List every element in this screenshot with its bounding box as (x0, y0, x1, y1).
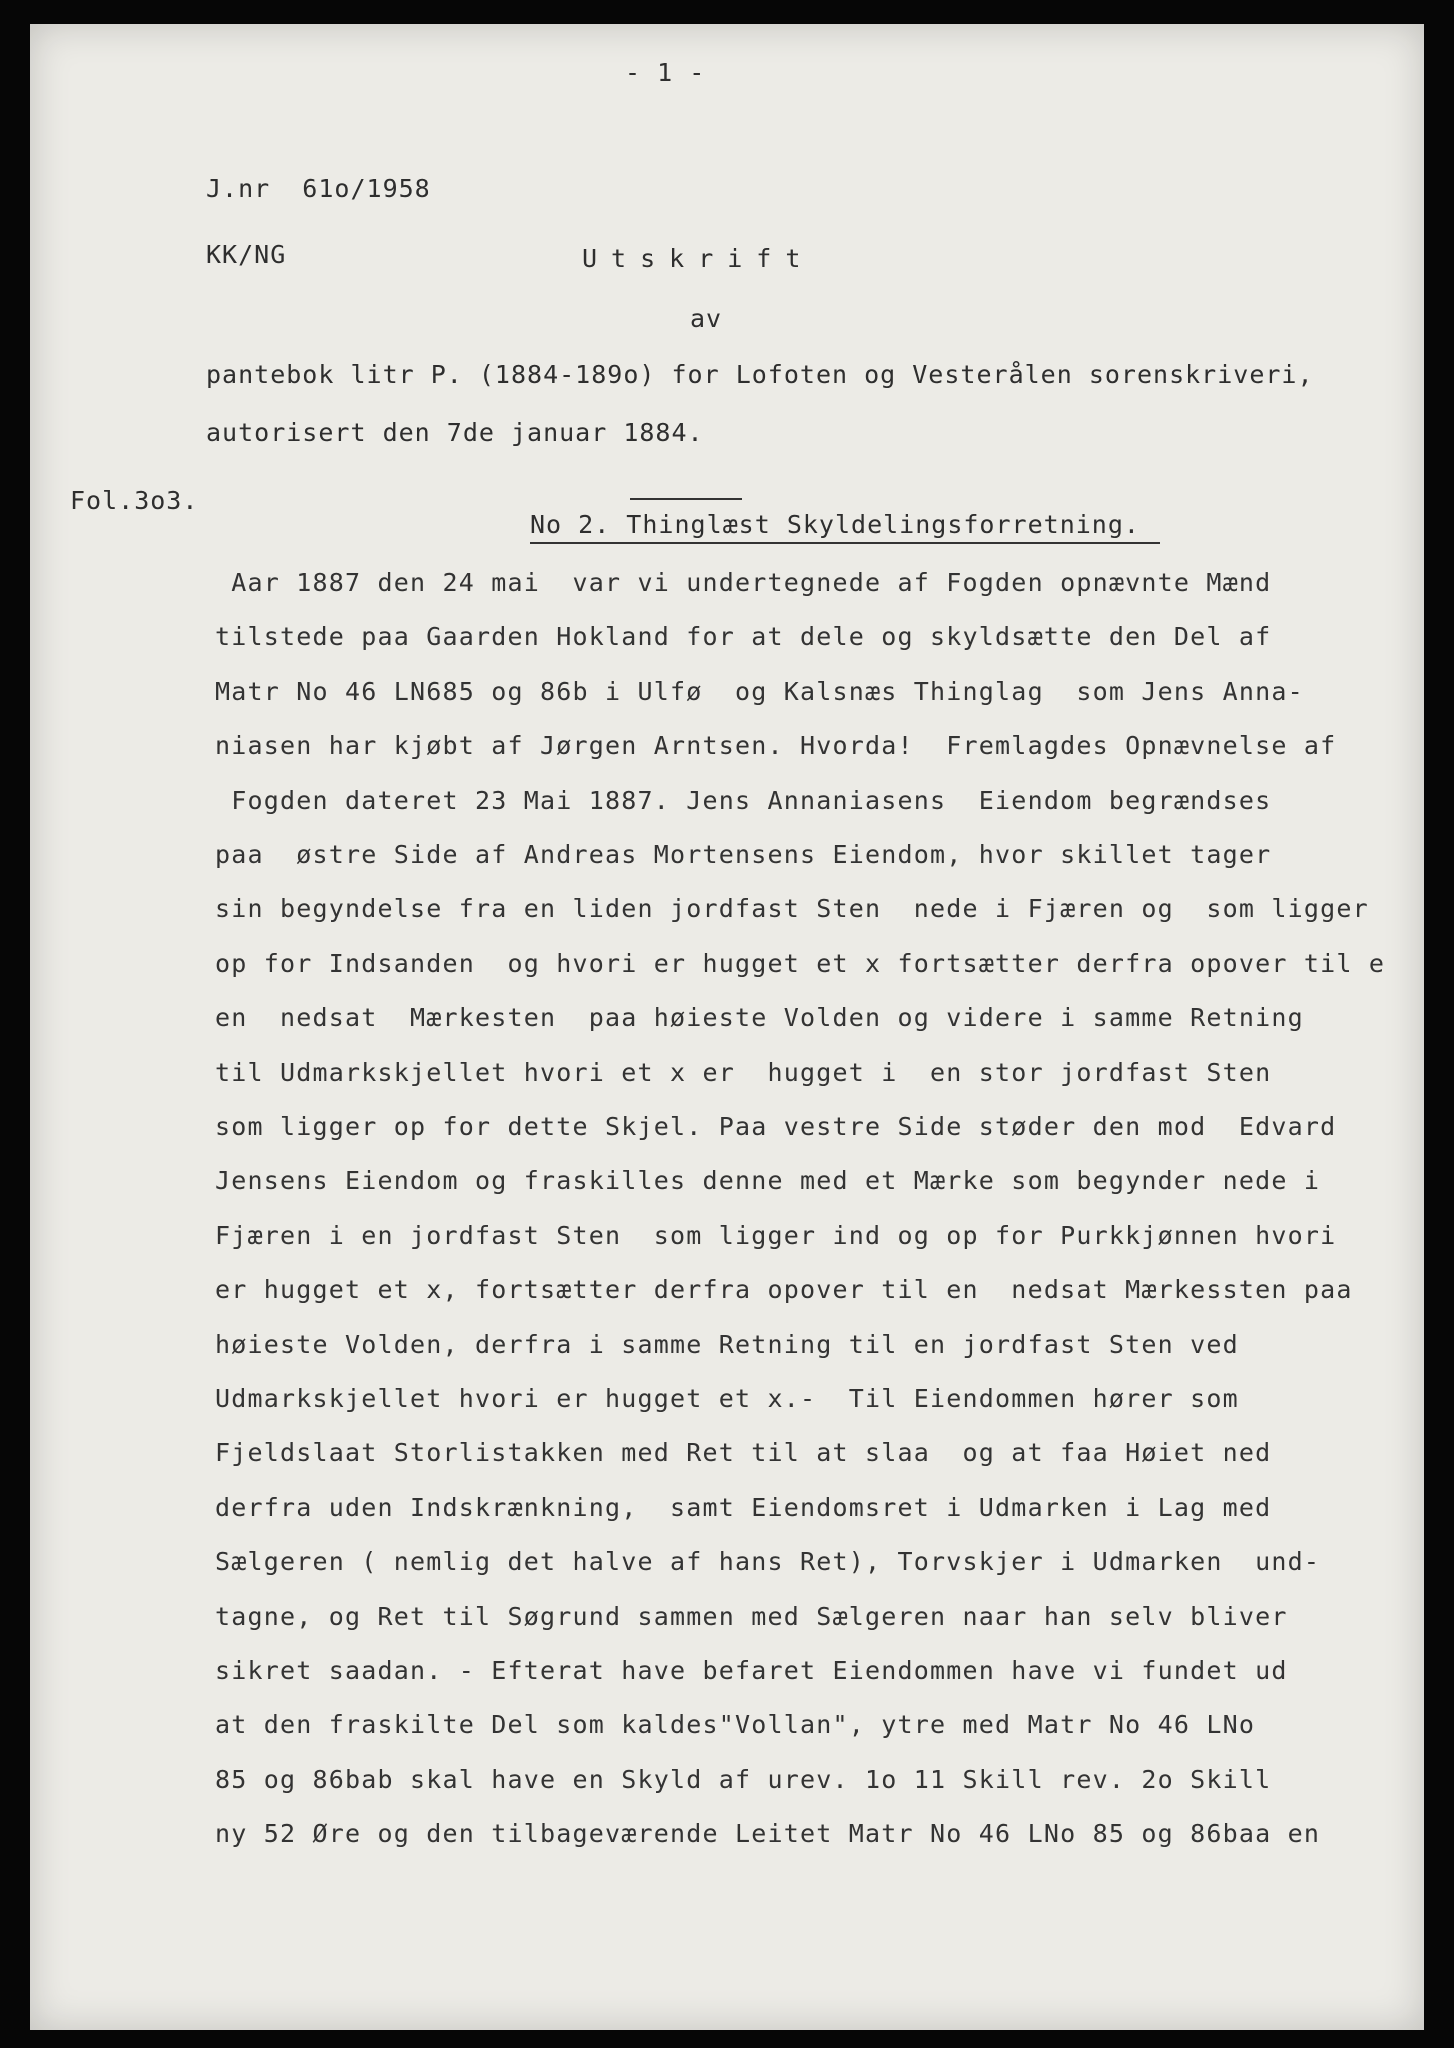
body-line: Fogden dateret 23 Mai 1887. Jens Annaniasens Eiendom begrændses (215, 785, 1272, 815)
section-heading: No 2. Thinglæst Skyldelingsforretning. (530, 510, 1140, 539)
body-line: sin begyndelse fra en liden jordfast Sten nede i Fjæren og som ligger (215, 894, 1369, 924)
body-line: tagne, og Ret til Søgrund sammen med Sælgeren naar han selv bliver (215, 1601, 1288, 1631)
body-line: sikret saadan. - Efterat have befaret Eiendommen have vi fundet ud (215, 1656, 1288, 1685)
body-line: til Udmarkskjellet hvori et x er hugget i en stor jordfast Sten (215, 1057, 1272, 1087)
initials: KK/NG (206, 240, 287, 269)
folio-label: Fol.3o3. (70, 486, 199, 515)
header-line-2: autorisert den 7de januar 1884. (206, 418, 704, 447)
typewritten-page (30, 24, 1424, 2030)
body-line: en nedsat Mærkesten paa høieste Volden og videre i samme Retning (215, 1003, 1304, 1033)
body-line: Fjæren i en jordfast Sten som ligger ind og op for Purkkjønnen hvori (215, 1220, 1337, 1250)
body-line: Sælgeren ( nemlig det halve af hans Ret), Torvskjer i Udmarken und- (215, 1547, 1321, 1577)
journal-number: J.nr 61o/1958 (206, 174, 431, 203)
body-line: at den fraskilte Del som kaldes"Vollan", ytre med Matr No 46 LNo (215, 1710, 1256, 1740)
body-line: Jensens Eiendom og fraskilles denne med et Mærke som begynder nede i (215, 1166, 1321, 1196)
title-av: av (690, 304, 723, 333)
body-line: Udmarkskjellet hvori er hugget et x.- Til Eiendommen hører som (215, 1384, 1239, 1413)
body-line: Fjeldslaat Storlistakken med Ret til at slaa og at faa Høiet ned (215, 1438, 1272, 1468)
body-line: derfra uden Indskrænkning, samt Eiendomsret i Udmarken i Lag med (215, 1492, 1272, 1522)
body-line: paa østre Side af Andreas Mortensens Eiendom, hvor skillet tager (215, 840, 1272, 869)
body-line: høieste Volden, derfra i samme Retning til en jordfast Sten ved (215, 1329, 1239, 1359)
body-line: som ligger op for dette Skjel. Paa vestre Side støder den mod Edvard (215, 1112, 1337, 1141)
body-line: er hugget et x, fortsætter derfra opover til en nedsat Mærkessten paa (215, 1275, 1353, 1305)
document-title: Utskrift (582, 244, 815, 273)
body-line: tilstede paa Gaarden Hokland for at dele og skyldsætte den Del af (215, 622, 1272, 652)
body-line: op for Indsanden og hvori er hugget et x fortsætter derfra opover til e (215, 948, 1386, 978)
heading-underline (530, 542, 1160, 544)
body-line: 85 og 86bab skal have en Skyld af urev. 1o 11 Skill rev. 2o Skill (215, 1764, 1272, 1794)
body-line: Matr No 46 LN685 og 86b i Ulfø og Kalsnæs Thinglag som Jens Anna- (215, 676, 1304, 706)
body-line: Aar 1887 den 24 mai var vi undertegnede af Fogden opnævnte Mænd (215, 568, 1272, 597)
heading-overline (630, 498, 742, 500)
page-number: - 1 - (625, 58, 706, 87)
body-line: ny 52 Øre og den tilbageværende Leitet Matr No 46 LNo 85 og 86baa en (215, 1819, 1321, 1849)
body-line: niasen har kjøbt af Jørgen Arntsen. Hvorda! Fremlagdes Opnævnelse af (215, 731, 1337, 761)
header-line-1: pantebok litr P. (1884-189o) for Lofoten og Vesterålen sorenskriveri, (206, 360, 1314, 389)
